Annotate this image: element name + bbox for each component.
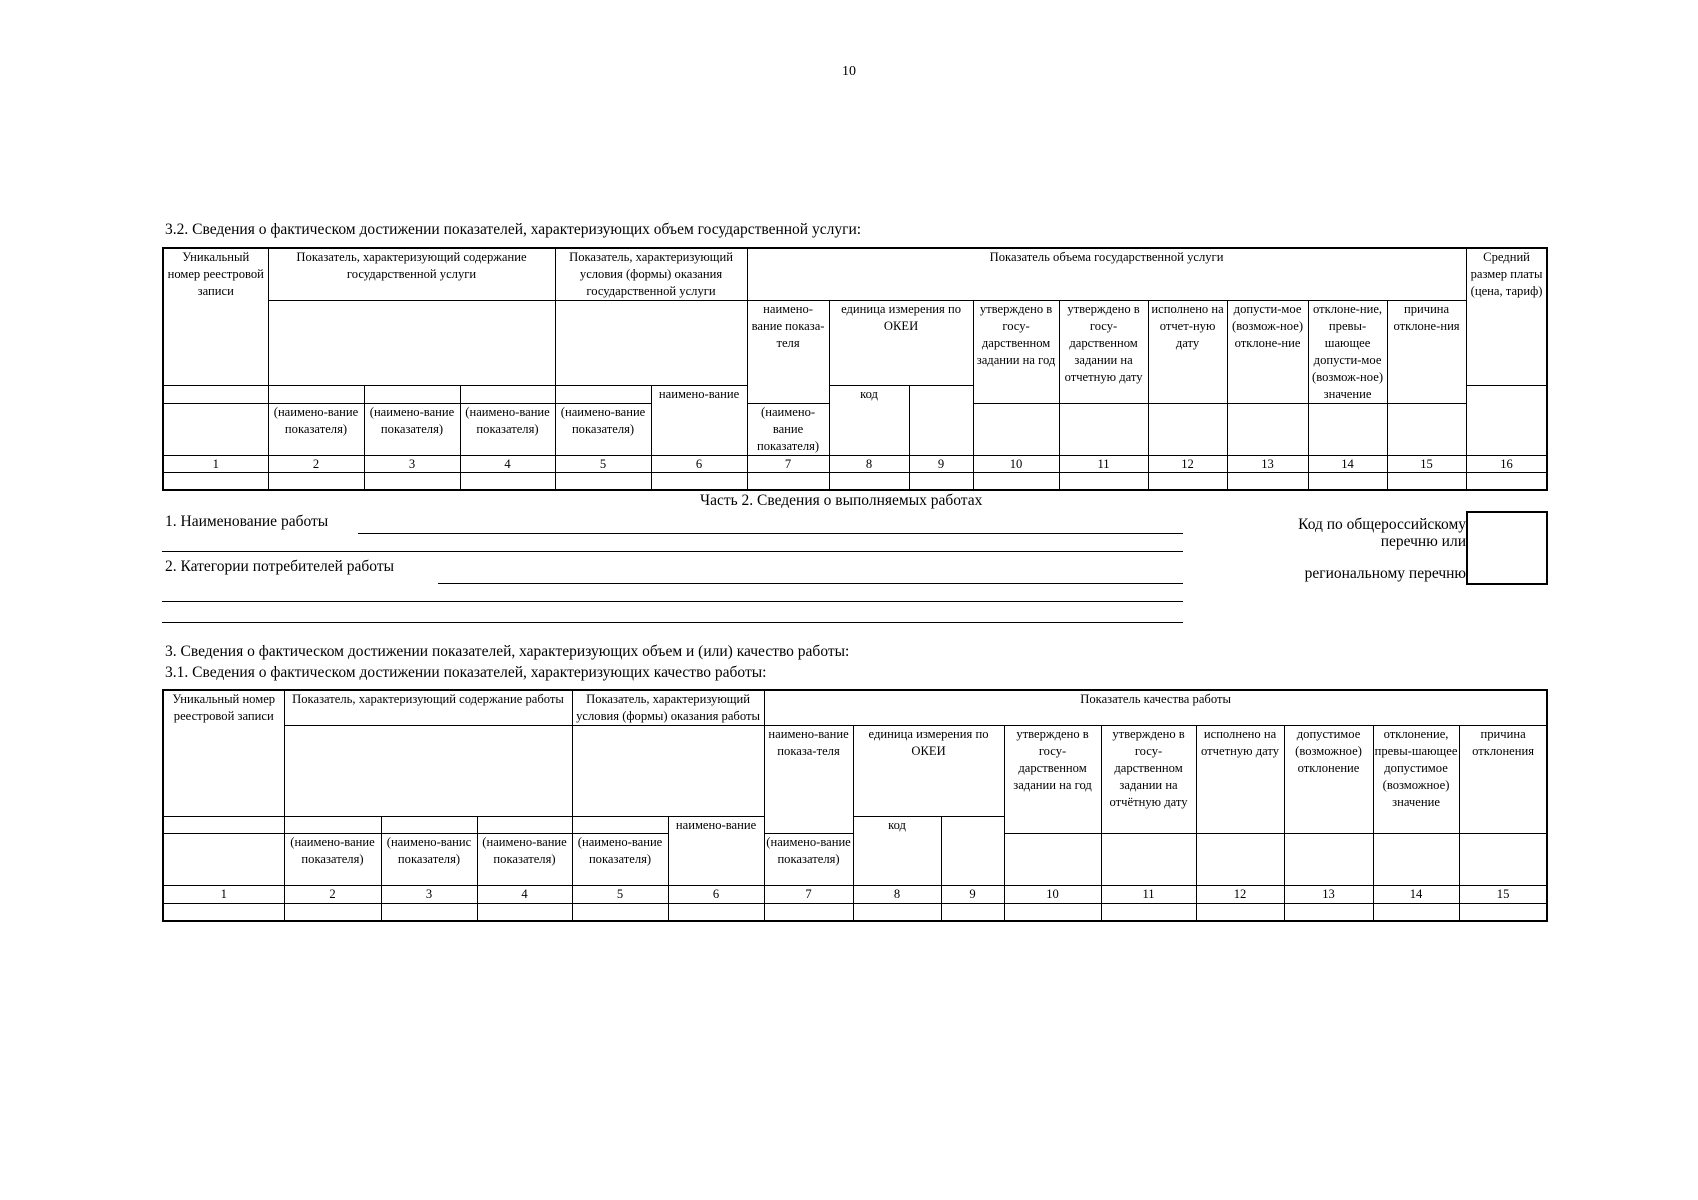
column-number: 5: [572, 886, 668, 904]
column-number: 11: [1059, 456, 1148, 473]
column-number: 14: [1373, 886, 1459, 904]
part2-title: Часть 2. Сведения о выполняемых работах: [700, 492, 983, 509]
column-number: 12: [1148, 456, 1227, 473]
column-number: 14: [1308, 456, 1387, 473]
column-number: 2: [268, 456, 364, 473]
header-unit-name: наимено-вание: [651, 386, 747, 456]
table-row: [163, 904, 1547, 921]
column-number: 13: [1284, 886, 1373, 904]
header-quality-indicator: Показатель качества работы: [764, 690, 1547, 726]
code-label-line-3: региональному перечню: [1304, 565, 1466, 582]
header-unit-code: код: [853, 817, 941, 886]
header-content-indicator: Показатель, характеризующий содержание работы: [284, 690, 572, 726]
quality-table: [162, 689, 1548, 922]
column-number: 15: [1387, 456, 1466, 473]
work-name-field-continued[interactable]: [162, 551, 1183, 552]
consumers-label: 2. Категории потребителей работы: [165, 558, 395, 575]
header-deviation-reason: причина отклоне-ния: [1387, 301, 1466, 404]
section-3-2-caption: 3.2. Сведения о фактическом достижении показателей, характеризующих объем государственной услуги:: [165, 221, 862, 238]
indicator-name-label: (наимено-вание показателя): [477, 834, 572, 886]
header-indicator-name: наимено-вание показа-теля: [764, 726, 853, 834]
header-unit-name: наимено-вание: [668, 817, 764, 886]
indicator-name-label: (наимено-вание показателя): [268, 404, 364, 456]
code-label-line-1: Код по общероссийскому: [1298, 516, 1466, 533]
indicator-name-label: (наимено-вание показателя): [460, 404, 555, 456]
column-number: 9: [909, 456, 973, 473]
header-approved-year: утверждено в госу-дарственном задании на год: [973, 301, 1059, 404]
column-number: 10: [1004, 886, 1101, 904]
header-approved-report-date: утверждено в госу-дарственном задании на отчётную дату: [1101, 726, 1196, 834]
column-number: 3: [364, 456, 460, 473]
column-numbers-row: [163, 886, 1547, 904]
content-indicator-span: [268, 301, 555, 386]
header-content-indicator: Показатель, характеризующий содержание государственной услуги: [268, 248, 555, 301]
column-number: 2: [284, 886, 381, 904]
column-number: 5: [555, 456, 651, 473]
header-conditions-indicator: Показатель, характеризующий условия (формы) оказания работы: [572, 690, 764, 726]
column-number: 1: [163, 886, 284, 904]
consumers-field-continued-2[interactable]: [162, 622, 1183, 623]
column-number: 6: [668, 886, 764, 904]
header-average-fee: Средний размер платы (цена, тариф): [1466, 248, 1547, 386]
column-number: 16: [1466, 456, 1547, 473]
column-number: 13: [1227, 456, 1308, 473]
code-label: [1200, 516, 1466, 550]
column-number: 4: [460, 456, 555, 473]
header-allowed-deviation: допустимое (возможное) отклонение: [1284, 726, 1373, 834]
indicator-name-label: (наимено-вание показателя): [284, 834, 381, 886]
section-3-caption: 3. Сведения о фактическом достижении показателей, характеризующих объем и (или) качество работы:: [165, 643, 850, 660]
header-unit-okei: единица измерения по ОКЕИ: [829, 301, 973, 386]
column-number: 12: [1196, 886, 1284, 904]
indicator-name-label: (наимено-вание показателя): [555, 404, 651, 456]
header-volume-indicator: Показатель объема государственной услуги: [747, 248, 1466, 301]
header-conditions-indicator: Показатель, характеризующий условия (формы) оказания государственной услуги: [555, 248, 747, 301]
column-number: 1: [163, 456, 268, 473]
column-number: 15: [1459, 886, 1547, 904]
header-allowed-deviation: допусти-мое (возмож-ное) отклоне-ние: [1227, 301, 1308, 404]
header-unit-code: код: [829, 386, 909, 456]
table-row: [163, 473, 1547, 490]
indicator-name-label: (наимено-ванис показателя): [381, 834, 477, 886]
header-executed: исполнено на отчетную дату: [1196, 726, 1284, 834]
consumers-field-continued-1[interactable]: [162, 601, 1183, 602]
section-3-1-caption: 3.1. Сведения о фактическом достижении показателей, характеризующих качество работы:: [165, 664, 767, 681]
column-number: 11: [1101, 886, 1196, 904]
content-indicator-span: [284, 726, 572, 817]
column-number: 10: [973, 456, 1059, 473]
header-unit-okei: единица измерения по ОКЕИ: [853, 726, 1004, 817]
header-approved-report-date: утверждено в госу-дарственном задании на отчетную дату: [1059, 301, 1148, 404]
header-approved-year: утверждено в госу-дарственном задании на год: [1004, 726, 1101, 834]
work-name-field[interactable]: [358, 533, 1183, 534]
header-excess-deviation: отклонение, превы-шающее допустимое (возможное) значение: [1373, 726, 1459, 834]
header-indicator-name: наимено-вание показа-теля: [747, 301, 829, 404]
header-excess-deviation: отклоне-ние, превы-шающее допусти-мое (возмож-ное) значение: [1308, 301, 1387, 404]
header-executed: исполнено на отчет-ную дату: [1148, 301, 1227, 404]
code-box[interactable]: [1466, 511, 1548, 585]
volume-table: [162, 247, 1548, 491]
column-number: 7: [764, 886, 853, 904]
code-label-line-2: перечню или: [1380, 533, 1466, 550]
column-number: 3: [381, 886, 477, 904]
indicator-name-label: (наимено-вание показателя): [572, 834, 668, 886]
column-number: 6: [651, 456, 747, 473]
consumers-field[interactable]: [438, 583, 1183, 584]
column-number: 8: [853, 886, 941, 904]
header-deviation-reason: причина отклонения: [1459, 726, 1547, 834]
header-unique-number: Уникальный номер реестровой записи: [163, 248, 268, 386]
indicator-name-label: (наимено-вание показателя): [764, 834, 853, 886]
indicator-name-label: (наимено-вание показателя): [364, 404, 460, 456]
column-number: 8: [829, 456, 909, 473]
work-name-label: 1. Наименование работы: [165, 513, 329, 530]
conditions-indicator-span: [572, 726, 764, 817]
column-number: 4: [477, 886, 572, 904]
column-numbers-row: [163, 456, 1547, 473]
conditions-indicator-span: [555, 301, 747, 386]
indicator-name-label: (наимено-вание показателя): [747, 404, 829, 456]
column-number: 9: [941, 886, 1004, 904]
header-unique-number: Уникальный номер реестровой записи: [163, 690, 284, 817]
page-number: 10: [842, 64, 856, 79]
column-number: 7: [747, 456, 829, 473]
